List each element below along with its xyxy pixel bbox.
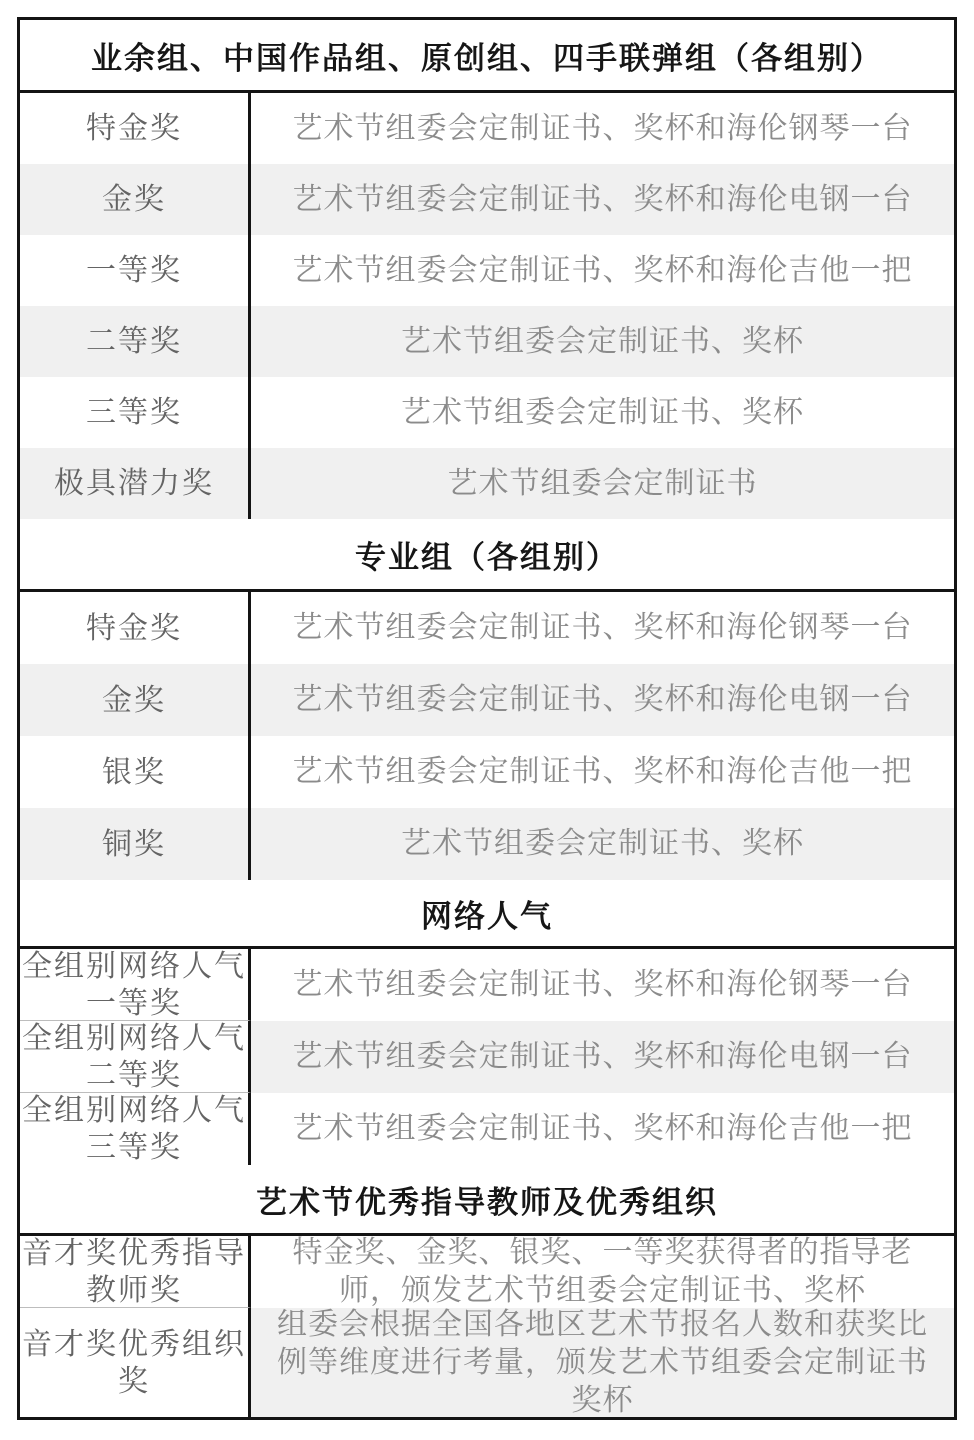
table-row xyxy=(20,1093,954,1165)
award-name-cell: 音才奖优秀指导教师奖 xyxy=(20,1236,251,1308)
prize-description-cell: 艺术节组委会定制证书、奖杯和海伦吉他一把 xyxy=(292,754,913,789)
prize-description-cell: 艺术节组委会定制证书、奖杯和海伦吉他一把 xyxy=(292,1111,913,1146)
table-row xyxy=(20,1308,954,1417)
prize-description-cell: 艺术节组委会定制证书、奖杯和海伦钢琴一台 xyxy=(292,110,913,146)
award-name-cell: 全组别网络人气一等奖 xyxy=(20,949,251,1021)
table-row xyxy=(20,235,954,306)
table-row xyxy=(20,93,954,164)
award-name-cell: 音才奖优秀组织奖 xyxy=(20,1308,251,1417)
section-header-outstanding-teacher-org: 艺术节优秀指导教师及优秀组织 xyxy=(20,1165,954,1236)
table-row xyxy=(20,592,954,664)
prize-description-cell: 艺术节组委会定制证书、奖杯 xyxy=(251,306,954,377)
table-row xyxy=(20,306,954,377)
section-header-amateur-groups: 业余组、中国作品组、原创组、四手联弹组（各组别） xyxy=(20,20,954,93)
award-name-cell: 二等奖 xyxy=(20,306,251,377)
award-name-cell: 金奖 xyxy=(20,164,251,235)
prize-description-cell: 艺术节组委会定制证书、奖杯 xyxy=(251,808,954,880)
prize-description-cell: 艺术节组委会定制证书、奖杯和海伦电钢一台 xyxy=(251,164,954,235)
award-name-cell: 特金奖 xyxy=(20,93,251,164)
award-name-cell: 银奖 xyxy=(20,736,251,808)
table-row xyxy=(20,808,954,880)
table-row xyxy=(20,164,954,235)
awards-table xyxy=(17,17,957,1420)
award-name-cell: 铜奖 xyxy=(20,808,251,880)
section-amateur-groups xyxy=(20,20,954,519)
award-name-cell: 全组别网络人气二等奖 xyxy=(20,1021,251,1093)
prize-description-cell: 艺术节组委会定制证书 xyxy=(251,448,954,519)
table-row xyxy=(20,949,954,1021)
table-row xyxy=(20,736,954,808)
award-name-cell: 极具潜力奖 xyxy=(20,448,251,519)
prize-description-cell: 艺术节组委会定制证书、奖杯和海伦电钢一台 xyxy=(251,664,954,736)
prize-description-cell: 组委会根据全国各地区艺术节报名人数和获奖比例等维度进行考量，颁发艺术节组委会定制证书奖杯 xyxy=(251,1308,954,1417)
prize-description-cell: 艺术节组委会定制证书、奖杯和海伦吉他一把 xyxy=(292,252,913,288)
prize-description-cell: 特金奖、金奖、银奖、一等奖获得者的指导老师，颁发艺术节组委会定制证书、奖杯 xyxy=(292,1235,913,1308)
table-row xyxy=(20,1236,954,1308)
section-outstanding-teacher-org xyxy=(20,1165,954,1417)
table-row xyxy=(20,377,954,448)
prize-description-cell: 艺术节组委会定制证书、奖杯和海伦电钢一台 xyxy=(251,1021,954,1093)
table-row xyxy=(20,1021,954,1093)
award-name-cell: 三等奖 xyxy=(20,377,251,448)
section-online-popularity xyxy=(20,880,954,1165)
section-header-online-popularity: 网络人气 xyxy=(20,880,954,949)
award-name-cell: 特金奖 xyxy=(20,592,251,664)
prize-description-cell: 艺术节组委会定制证书、奖杯和海伦钢琴一台 xyxy=(292,610,913,645)
table-row xyxy=(20,664,954,736)
award-name-cell: 金奖 xyxy=(20,664,251,736)
prize-description-cell: 艺术节组委会定制证书、奖杯 xyxy=(401,394,804,430)
award-name-cell: 一等奖 xyxy=(20,235,251,306)
prize-description-cell: 艺术节组委会定制证书、奖杯和海伦钢琴一台 xyxy=(292,967,913,1002)
section-header-professional-group: 专业组（各组别） xyxy=(20,519,954,592)
table-row xyxy=(20,448,954,519)
section-professional-group xyxy=(20,519,954,880)
award-name-cell: 全组别网络人气三等奖 xyxy=(20,1093,251,1165)
